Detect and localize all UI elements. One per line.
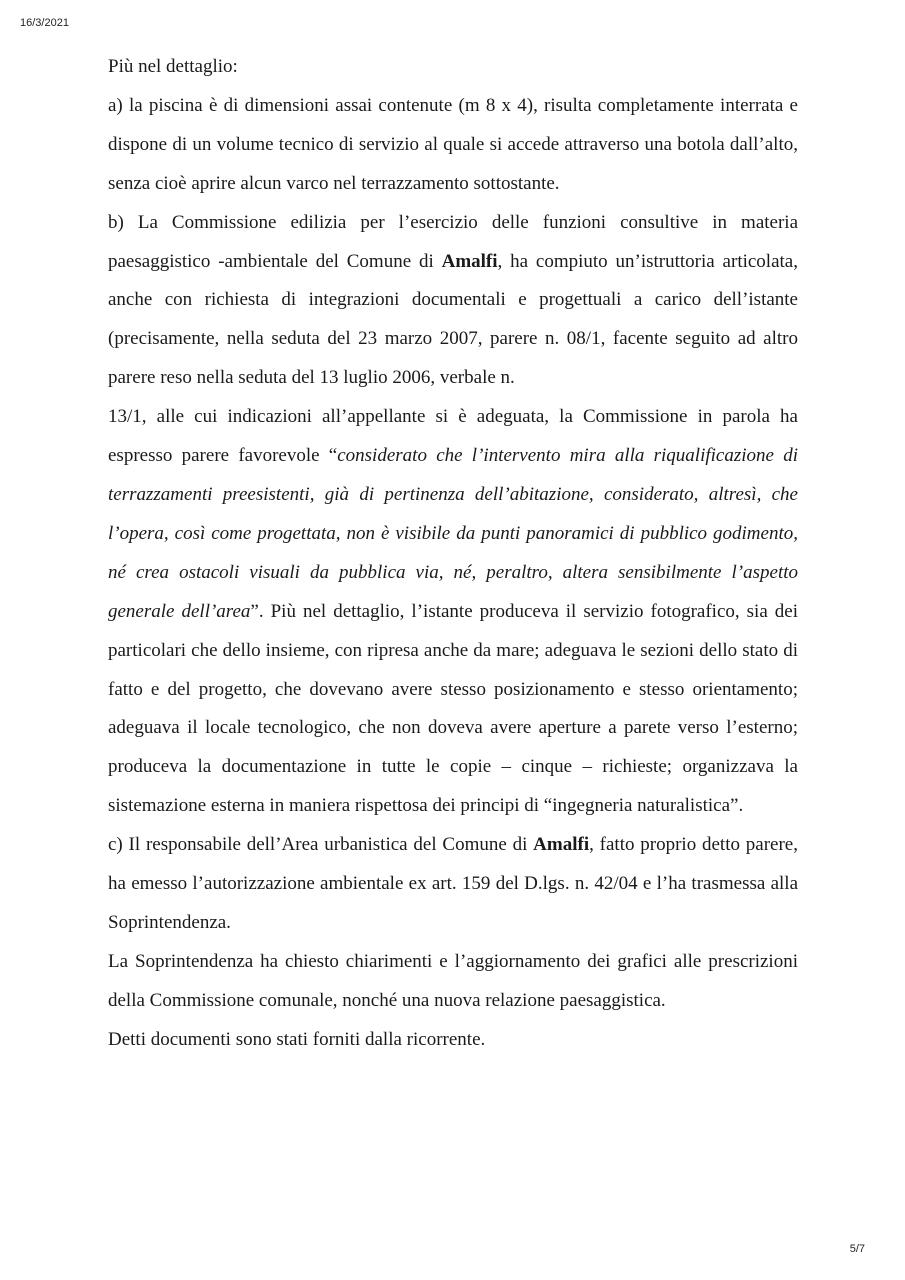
opinion-quote: considerato che l’intervento mira alla riqualificazione di terrazzamenti preesistenti, già di pertinenza dell’abitazione, considerato, altresì, che l’opera, così come progettata, non è visibile da punti panoramici di pubblico godimento, né crea ostacoli visuali da pubblica via, né, peraltro, altera sensibilmente l’aspetto generale dell’area <box>108 445 798 622</box>
paragraph-soprintendenza: La Soprintendenza ha chiesto chiarimenti e l’aggiornamento dei grafici alle prescrizioni della Commissione comunale, nonché una nuova relazione paesaggistica. <box>108 950 798 1011</box>
paragraph-opinion-text-cont: ”. Più nel dettaglio, l’istante produceva il servizio fotografico, sia dei particolari che dello insieme, con ripresa anche da mare; adeguava le sezioni dello stato di fatto e del progetto, che dovevano avere stesso posizionamento e stesso orientamento; adeguava il locale tecnologico, che non doveva avere aperture a parete verso l’esterno; produceva la documentazione in tutte le copie – cinque – richieste; organizzava la sistemazione esterna in maniera rispettosa dei principi di “ingegneria naturalistica”. <box>108 600 798 817</box>
municipality-name: Amalfi <box>533 834 590 856</box>
paragraph-b-text-cont: , ha compiuto un’istruttoria articolata, anche con richiesta di integrazioni documentali e progettuali a carico dell’istante (precisamente, nella seduta del 23 marzo 2007, parere n. 08/1, facente seguito ad altro parere reso nella seduta del 13 luglio 2006, verbale n. <box>108 250 798 389</box>
paragraph-intro: Più nel dettaglio: <box>108 56 238 77</box>
paragraph-c-text: c) Il responsabile dell’Area urbanistica del Comune di <box>108 834 534 856</box>
municipality-name: Amalfi <box>441 250 498 272</box>
paragraph-b-text: b) La Commissione edilizia per l’esercizio delle funzioni consultive in materia paesaggistico -ambientale del Comune di <box>108 211 798 272</box>
paragraph-c-text-cont: , fatto proprio detto parere, ha emesso l’autorizzazione ambientale ex art. 159 del D.lgs. n. 42/04 e l’ha trasmessa alla Soprintendenza. <box>108 834 798 933</box>
page-number: 5/7 <box>849 1243 865 1255</box>
paragraph-a: a) la piscina è di dimensioni assai contenute (m 8 x 4), risulta completamente interrata e dispone di un volume tecnico di servizio al quale si accede attraverso una botola dall’alto, senza cioè aprire alcun varco nel terrazzamento sottostante. <box>108 94 798 194</box>
document-body <box>108 48 798 1060</box>
paragraph-opinion-text: 13/1, alle cui indicazioni all’appellante si è adeguata, la Commissione in parola ha espresso parere favorevole “ <box>108 406 798 467</box>
paragraph-b <box>108 204 798 399</box>
paragraph-documents: Detti documenti sono stati forniti dalla ricorrente. <box>108 1028 486 1050</box>
paragraph-c <box>108 826 798 943</box>
print-date: 16/3/2021 <box>20 17 69 29</box>
paragraph-opinion <box>108 398 798 826</box>
